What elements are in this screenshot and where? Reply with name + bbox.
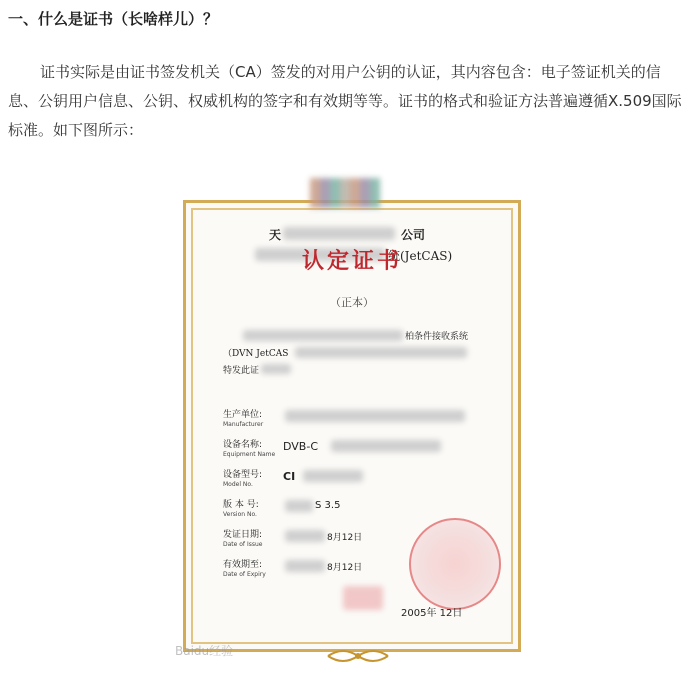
field-issue-date-label-en: Date of Issue	[223, 541, 263, 548]
redaction-manufacturer	[285, 410, 465, 422]
official-seal	[409, 518, 501, 610]
redaction-body-3	[261, 364, 291, 374]
redaction-equipment	[331, 440, 441, 452]
field-version-label-en: Version No.	[223, 511, 257, 518]
cert-line-system-end: 统(JetCAS)	[388, 249, 453, 263]
intro-paragraph: 证书实际是由证书签发机关（CA）签发的对用户公钥的认证，其内容包含：电子签证机关的信息、公钥用户信息、公钥、权威机构的签字和有效期等等。证书的格式和验证方法普遍遵循X.509国际标准。如下图所示：	[8, 63, 682, 139]
certificate-image	[183, 200, 521, 652]
field-version-value: S 3.5	[315, 500, 341, 511]
redaction-expiry-date	[285, 560, 325, 572]
field-equipment-name	[223, 440, 275, 460]
field-version-label: 版 本 号:	[223, 500, 259, 510]
field-equipment-name-label-en: Equipment Name	[223, 451, 276, 458]
top-ornament-blurred	[310, 178, 380, 208]
field-issue-date-value: 8月12日	[327, 533, 363, 543]
watermark: Baidu经验	[175, 644, 234, 658]
cert-body-line2-start: （DVN JetCAS	[223, 349, 289, 359]
cert-body-line3-start: 特发此证	[223, 366, 260, 376]
cert-body-line1-end: 柏条件接收系统	[405, 332, 469, 342]
field-manufacturer-label: 生产单位:	[223, 410, 263, 420]
cert-line-company-start: 天	[269, 228, 282, 242]
field-expiry-date-label-en: Date of Expiry	[223, 571, 266, 578]
field-model-no-value: CI	[283, 470, 296, 483]
cert-subtitle: （正本）	[330, 296, 374, 309]
field-expiry-date	[223, 560, 266, 580]
cert-title: 认定证书	[301, 248, 402, 274]
cert-line-company-end: 公司	[401, 228, 426, 242]
field-issue-date-label: 发证日期:	[223, 530, 263, 540]
field-model-no	[223, 470, 262, 490]
cert-issue-date: 2005年 12日	[401, 608, 463, 619]
field-manufacturer	[223, 410, 263, 430]
redaction-company	[283, 227, 395, 240]
field-equipment-name-label: 设备名称:	[223, 440, 263, 450]
field-equipment-name-value: DVB-C	[283, 440, 318, 453]
redaction-issue-date	[285, 530, 325, 542]
redaction-model	[303, 470, 363, 482]
field-model-no-label: 设备型号:	[223, 470, 263, 480]
redaction-signature	[343, 586, 383, 610]
field-expiry-date-value: 8月12日	[327, 563, 363, 573]
field-expiry-date-label: 有效期至:	[223, 560, 263, 570]
section-heading: 一、什么是证书（长啥样儿）？	[8, 10, 219, 28]
field-model-no-label-en: Model No.	[223, 481, 253, 488]
redaction-version	[285, 500, 313, 512]
cert-line-company	[269, 226, 281, 243]
bottom-ornament	[323, 646, 393, 666]
redaction-body-2	[295, 347, 467, 358]
field-issue-date	[223, 530, 262, 550]
redaction-body-1	[243, 330, 403, 341]
field-version	[223, 500, 259, 520]
field-manufacturer-label-en: Manufacturer	[223, 421, 264, 428]
